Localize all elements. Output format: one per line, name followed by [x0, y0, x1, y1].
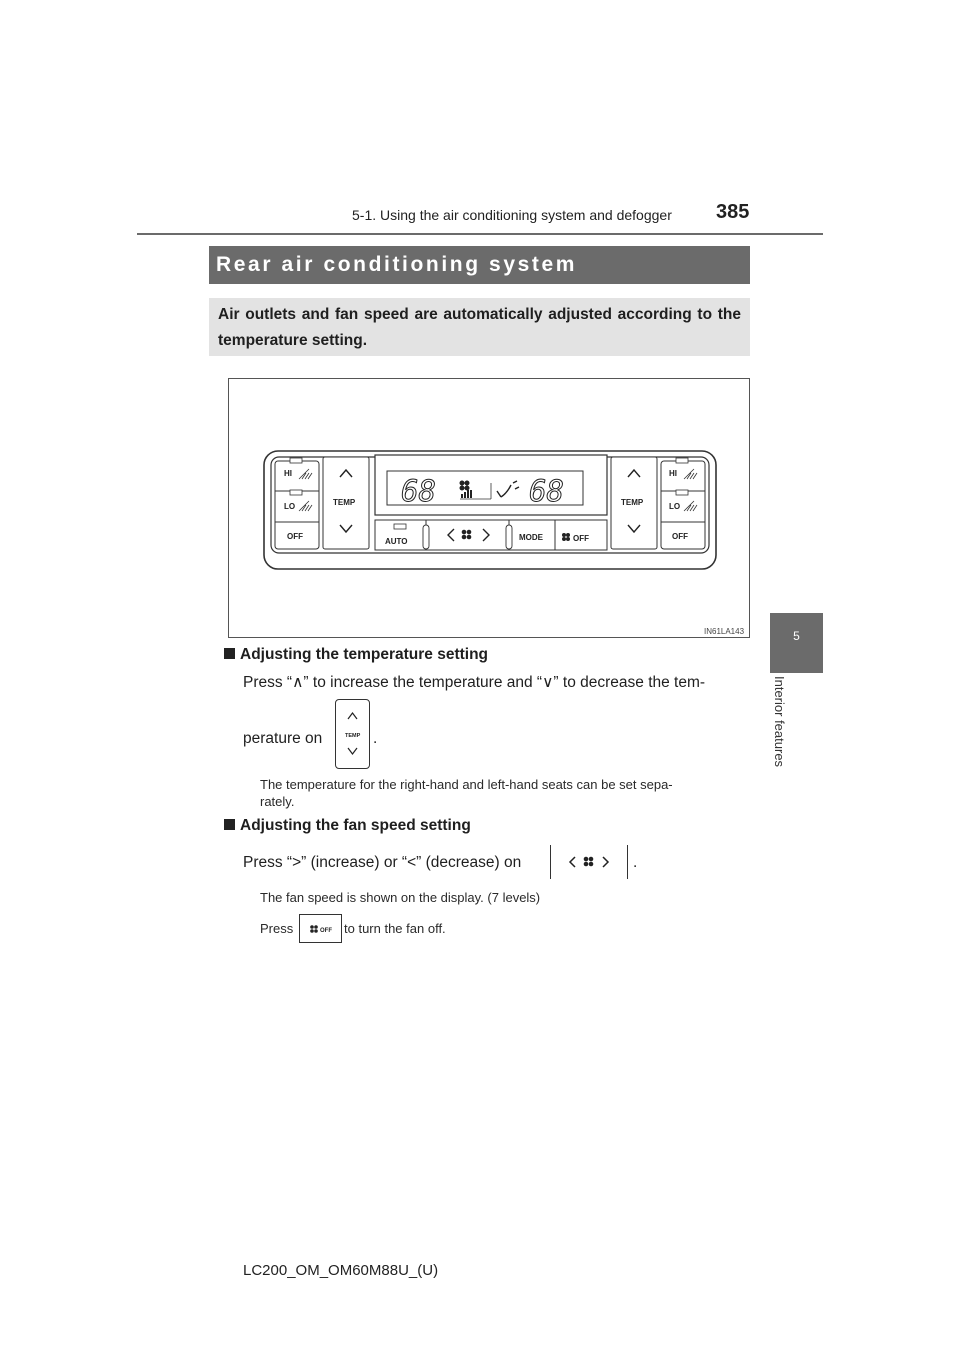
fan-off-label: OFF — [573, 534, 589, 543]
header-rule — [137, 233, 823, 235]
display-temp-left: 68 — [401, 474, 436, 508]
display-temp-right: 68 — [529, 474, 564, 508]
fan-off-button-icon — [299, 914, 342, 943]
chapter-label: Interior features — [772, 676, 787, 768]
hi-label-left: HI — [284, 469, 292, 478]
temp-button-icon — [335, 699, 370, 769]
hi-label-right: HI — [669, 469, 677, 478]
page-number: 385 — [716, 201, 750, 223]
chapter-tab: 5 — [770, 613, 823, 673]
control-panel-figure — [228, 378, 750, 638]
temp-label-right: TEMP — [621, 498, 644, 507]
bullet-square-icon — [224, 819, 235, 830]
temp-heading-text: Adjusting the temperature setting — [240, 646, 489, 663]
off-label-right: OFF — [672, 532, 688, 541]
temp-heading — [224, 646, 488, 664]
fan-heading-text: Adjusting the fan speed setting — [240, 817, 471, 834]
control-panel-illustration — [229, 379, 749, 637]
temp-label-left: TEMP — [333, 498, 356, 507]
fan-note-turn-off: to turn the fan off. — [344, 921, 446, 936]
footer-code: LC200_OM_OM60M88U_(U) — [243, 1262, 439, 1279]
temp-instruction-period: . — [373, 730, 378, 747]
auto-label: AUTO — [385, 537, 408, 546]
fan-instruction-period: . — [633, 854, 638, 871]
temp-instruction-line1: Press “∧” to increase the temperature and “∨” to decrease the tem- — [243, 674, 706, 691]
fan-instruction-line1: Press “>” (increase) or “<” (decrease) on — [243, 854, 522, 871]
section-heading: 5-1. Using the air conditioning system and defogger — [352, 207, 672, 223]
off-label-left: OFF — [287, 532, 303, 541]
bullet-square-icon — [224, 648, 235, 659]
temp-instruction-line2: perature on — [243, 730, 323, 747]
chapter-label-container — [772, 676, 796, 796]
page-title: Rear air conditioning system — [209, 246, 750, 284]
temp-note-line2: rately. — [260, 794, 295, 809]
fan-speed-button-icon — [550, 845, 628, 879]
temp-button-label: TEMP — [345, 733, 361, 739]
lo-label-right: LO — [669, 502, 681, 511]
fan-note-line1: The fan speed is shown on the display. (7 levels) — [260, 890, 541, 905]
mode-label: MODE — [519, 533, 543, 542]
summary-box: Air outlets and fan speed are automatically adjusted according to the temperature setting. — [209, 298, 750, 356]
fan-heading — [224, 817, 471, 835]
fan-note-press: Press — [260, 921, 294, 936]
lo-label-left: LO — [284, 502, 296, 511]
figure-code: IN61LA143 — [704, 627, 745, 636]
fan-off-button-label: OFF — [320, 928, 332, 934]
temp-note-line1: The temperature for the right-hand and left-hand seats can be set sepa- — [260, 777, 673, 792]
